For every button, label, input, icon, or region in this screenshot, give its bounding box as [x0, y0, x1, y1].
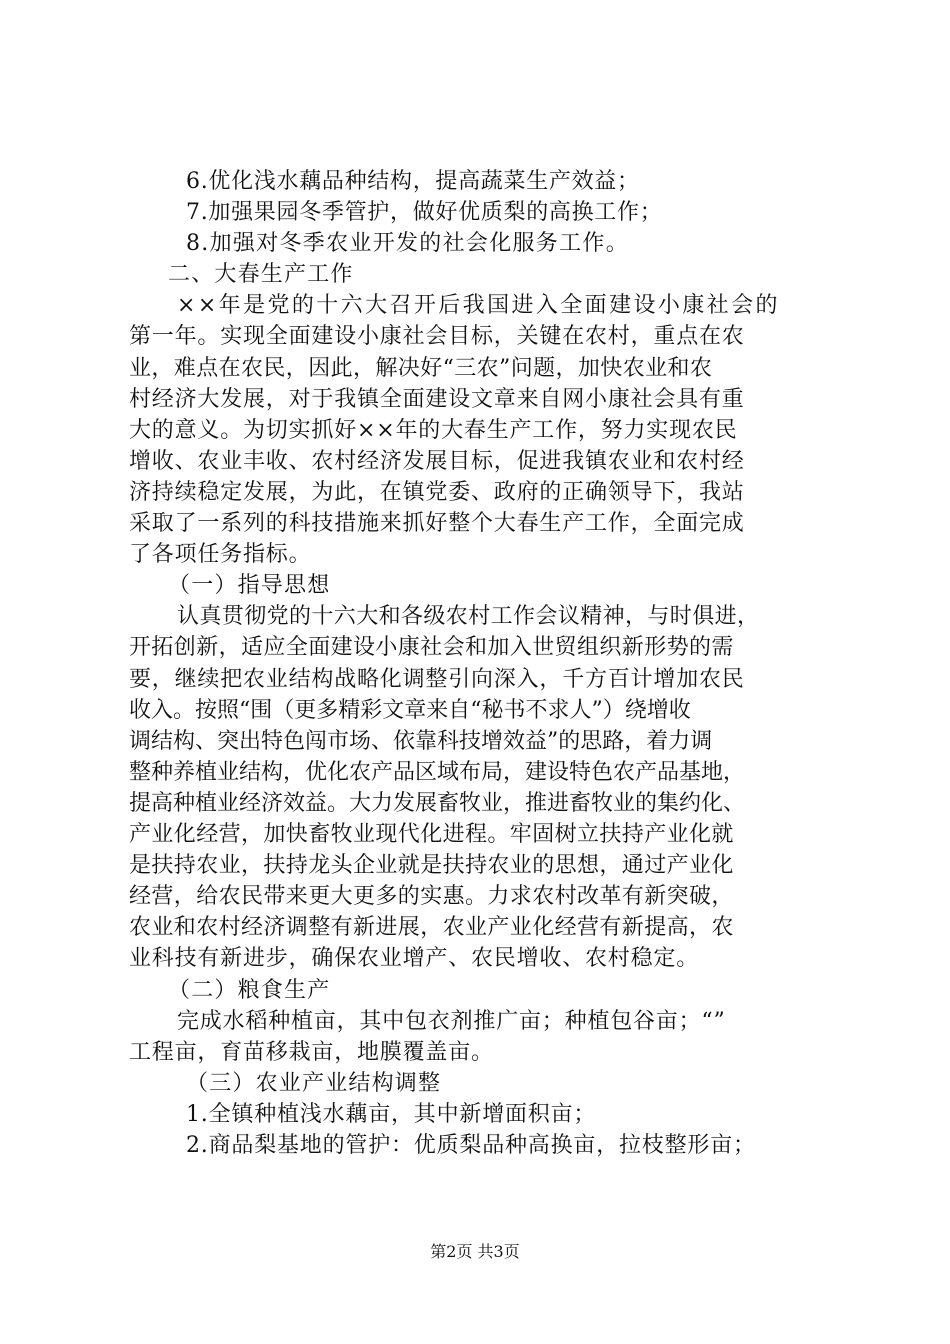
text-line-7: 业，难点在农民，因此，解决好“三农”问题，加快农业和农: [129, 356, 713, 381]
text-line-29: 工程亩，育苗移栽亩，地膜覆盖亩。: [129, 1040, 494, 1065]
text-line-12: 采取了一系列的科技措施来抓好整个大春生产工作，全面完成: [129, 511, 745, 536]
text-line-2: 7.加强果园冬季管护，做好优质梨的高换工作；: [186, 200, 663, 225]
text-line-15: 认真贯彻党的十六大和各级农村工作会议精神，与时俱进，: [177, 604, 760, 629]
text-line-3: 8.加强对冬季农业开发的社会化服务工作。: [186, 231, 629, 256]
text-line-31: 1.全镇种植浅水藕亩，其中新增面积亩；: [186, 1102, 597, 1127]
text-line-24: 经营，给农民带来更大更多的实惠。力求农村改革有新突破，: [129, 884, 734, 909]
text-line-1: 6.优化浅水藕品种结构，提高蔬菜生产效益；: [186, 169, 640, 194]
section-heading-1: （一）指导思想: [168, 573, 331, 598]
section-heading-3: （三）农业产业结构调整: [186, 1071, 442, 1096]
text-line-25: 农业和农村经济调整有新进展，农业产业化经营有新提高，农: [129, 915, 734, 940]
text-line-17: 要，继续把农业结构战略化调整引向深入，千方百计增加农民: [129, 667, 745, 692]
text-line-26: 业科技有新进步，确保农业增产、农民增收、农村稳定。: [129, 946, 700, 971]
text-line-23: 是扶持农业，扶持龙头企业就是扶持农业的思想，通过产业化: [129, 853, 734, 878]
section-heading-2: （二）粮食生产: [168, 978, 331, 1003]
text-line-8: 村经济大发展，对于我镇全面建设文章来自网小康社会具有重: [129, 387, 745, 412]
text-line-21: 提高种植业经济效益。大力发展畜牧业，推进畜牧业的集约化、: [129, 791, 746, 816]
text-line-16: 开拓创新，适应全面建设小康社会和加入世贸组织新形势的需: [129, 635, 734, 660]
text-line-19: 调结构、突出特色闯市场、依靠科技增效益”的思路，着力调: [129, 729, 713, 754]
text-line-5: ××年是党的十六大召开后我国进入全面建设小康社会的: [177, 293, 780, 318]
text-line-13: 了各项任务指标。: [129, 542, 312, 567]
text-line-20: 整种养植业结构，优化农产品区域布局，建设特色农产品基地，: [129, 760, 746, 785]
text-line-9: 大的意义。为切实抓好××年的大春生产工作，努力实现农民: [129, 418, 738, 443]
page-number-footer: 第2页 共3页: [430, 1242, 520, 1261]
text-line-11: 济持续稳定发展，为此，在镇党委、政府的正确领导下，我站: [129, 480, 745, 505]
text-line-18: 收入。按照“围（更多精彩文章来自“秘书不求人”）绕增收: [129, 698, 691, 723]
text-line-22: 产业化经营，加快畜牧业现代化进程。牢固树立扶持产业化就: [129, 822, 734, 847]
text-line-32: 2.商品梨基地的管护：优质梨品种高换亩，拉枝整形亩；: [186, 1133, 756, 1158]
text-line-10: 增收、农业丰收、农村经济发展目标，促进我镇农业和农村经: [129, 449, 745, 474]
text-line-4: 二、大春生产工作: [168, 262, 354, 287]
text-line-28: 完成水稻种植亩，其中包衣剂推广亩；种植包谷亩；“”: [177, 1009, 726, 1034]
text-line-6: 第一年。实现全面建设小康社会目标，关键在农村，重点在农: [129, 324, 745, 349]
